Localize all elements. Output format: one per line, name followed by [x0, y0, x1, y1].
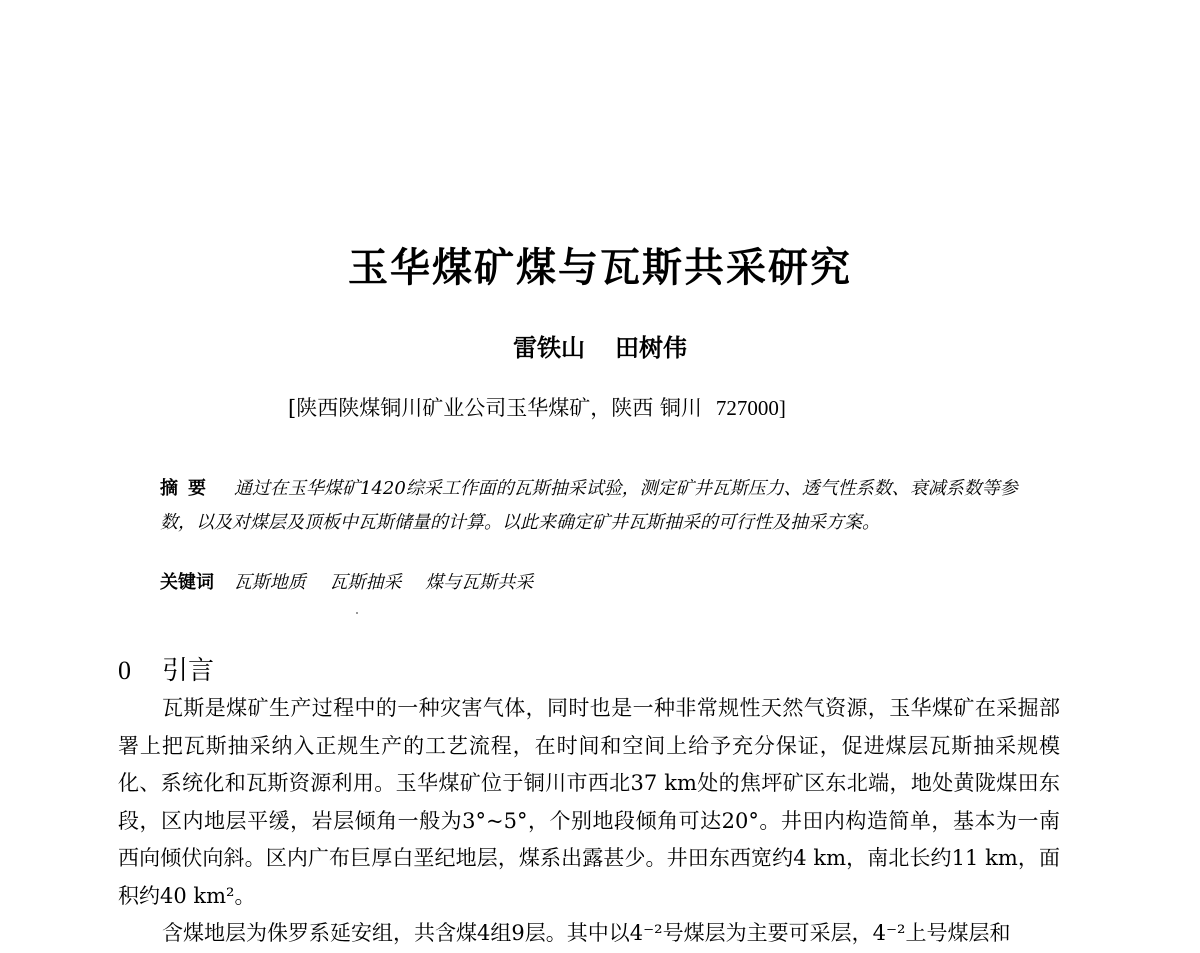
abstract: [160, 472, 1030, 540]
affiliation: [288, 392, 786, 422]
section-title: 引言: [162, 656, 215, 686]
keywords: [160, 568, 1030, 594]
abstract-label: 摘要: [160, 478, 216, 499]
section-number: 0: [118, 656, 131, 685]
section-heading: [118, 650, 214, 687]
author-name: 雷铁山: [513, 333, 585, 362]
affiliation-text: [陕西陕煤铜川矿业公司玉华煤矿，陕西 铜川: [288, 396, 702, 420]
paragraph: 瓦斯是煤矿生产过程中的一种灾害气体，同时也是一种非常规性天然气资源，玉华煤矿在采掘部署上把瓦斯抽采纳入正规生产的工艺流程，在时间和空间上给予充分保证，促进煤层瓦斯抽采规模化、系统化和瓦斯资源利用。玉华煤矿位于铜川市西北37 km处的焦坪矿区东北端，地处黄陇煤田东段，区内地层平缓，岩层倾角一般为3°~5°，个别地段倾角可达20°。井田内构造简单，基本为一南西向倾伏向斜。区内广布巨厚白垩纪地层，煤系出露甚少。井田东西宽约4 km，南北长约11 km，面积约40 km²。: [118, 696, 1060, 908]
affiliation-postcode: 727000]: [715, 396, 786, 420]
keyword-item: 瓦斯抽采: [329, 572, 402, 593]
body-text: [118, 690, 1060, 953]
keyword-item: 煤与瓦斯共采: [425, 572, 534, 593]
abstract-text: 通过在玉华煤矿1420综采工作面的瓦斯抽采试验，测定矿井瓦斯压力、透气性系数、衰减系数等参数，以及对煤层及顶板中瓦斯储量的计算。以此来确定矿井瓦斯抽采的可行性及抽采方案。: [160, 478, 1018, 533]
author-name: 田树伟: [615, 333, 687, 362]
author-list: [0, 328, 1200, 363]
paragraph: 含煤地层为侏罗系延安组，共含煤4组9层。其中以4⁻²号煤层为主要可采层，4⁻²上号煤层和: [162, 921, 1011, 945]
paper-title: 玉华煤矿煤与瓦斯共采研究: [348, 244, 852, 291]
keyword-item: 瓦斯地质: [233, 572, 306, 593]
keywords-label: 关键词: [160, 572, 214, 593]
scan-speck: [356, 612, 358, 614]
